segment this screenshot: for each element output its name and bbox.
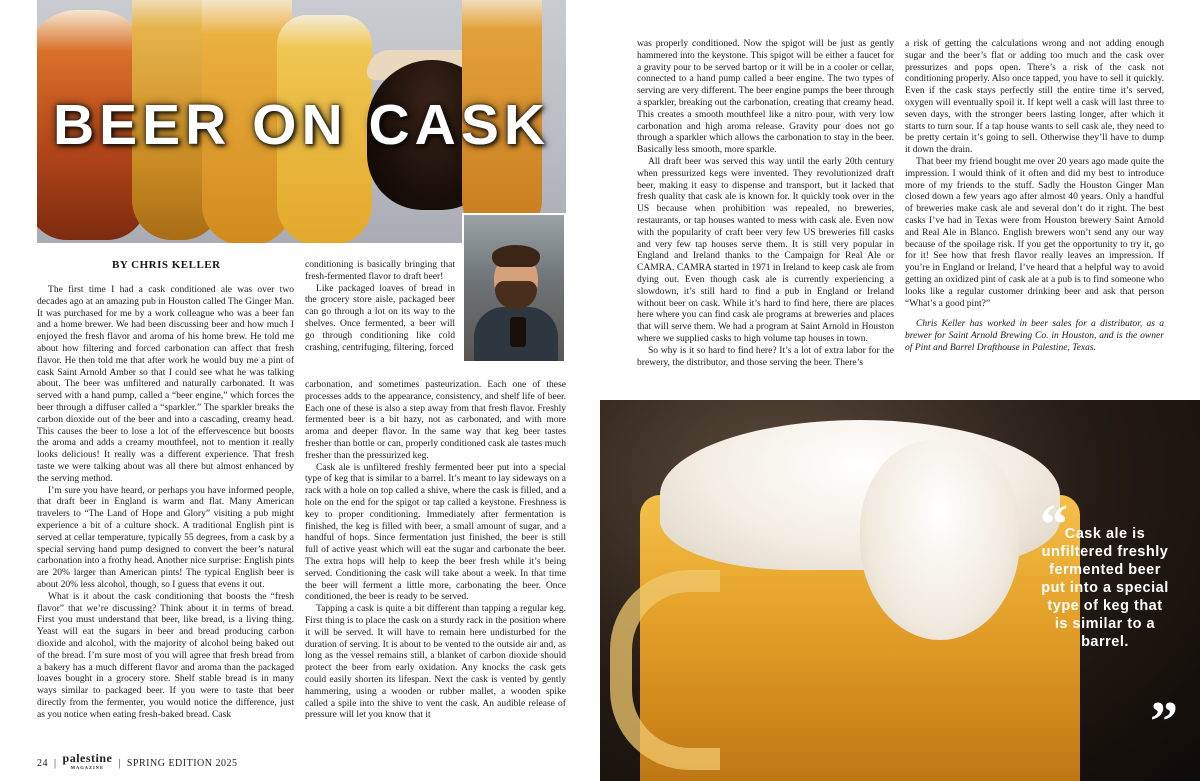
page-number: 24 [37, 757, 48, 769]
magazine-sub: MAGAZINE [70, 765, 105, 770]
article-title: BEER ON CASK [52, 93, 551, 157]
paragraph: conditioning is basically bringing that fresh-fermented flavor to draft beer! [305, 259, 455, 282]
paragraph: Like packaged loaves of bread in the grocery store aisle, packaged beer can go through a lot on its way to the shelves. Once fermented, a beer will go through conditioning like cold crashing, centrifuging, filtering, forced [305, 282, 455, 353]
paragraph: I’m sure you have heard, or perhaps you have informed people, that draft beer in England is warm and flat. Many American travelers to “The Land of Hope and Glory” visiting a pub might experience a bit of a culture shock. A traditional English pint is served at cellar temperature, typically 55 degrees, from a cask by a special serving hand pump designed to convert the beer’s natural carbonation into a frothy head. Another nice surprise: English pints are 20% larger than American pints! The typical English beer is about 20% less alcohol, though, so I guess that evens it out. [37, 484, 294, 590]
text-column-3 [637, 38, 894, 368]
paragraph: carbonation, and sometimes pasteurization. Each one of these processes adds to the appearance, consistency, and shelf life of beer. Each one of these is also a step away from that fresh flavor. Freshly fermented beer is a bit hazy, not as carbonated, and with more aroma and deeper flavor. In the same way that keg beer tastes fresher than bottle or can, properly conditioned cask ale tastes much fresher than the pressurized keg. [305, 379, 566, 461]
close-quote-icon: ” [1150, 691, 1178, 753]
paragraph: All draft beer was served this way until the early 20th century when pressurized kegs were invented. They revolutionized draft beer, making it easy to dispense and transport, but it lacked that fresh quality that cask ale is known for. It quickly took over in the US because when prohibition was repealed, no breweries, restaurants, or tap houses wanted to mess with cask ale. Even now with the popularity of craft beer very few US breweries fill casks and very few tap houses serve them. It is still very popular in England and Ireland thanks to the Campaign for Real Ale or CAMRA. CAMRA started in 1971 in Ireland to keep cask ale from dying out. Even though cask ale is currently experiencing a slowdown, it’s still hard to find a pub in England or Ireland without beer on cask. While it’s hard to find here, there are places here where you can find cask ale programs at breweries and places that will serve them. We had a program at Saint Arnold in Houston where we supplied casks to high volume tap houses in town. [637, 155, 894, 344]
magazine-name: palestine [62, 751, 113, 765]
paragraph: was properly conditioned. Now the spigot will be just as gently hammered into the keystone. This spigot will be either a faucet for a gravity pour to be served bartop or it will be in a cooler or cellar, connected to a hand pump called a beer engine. The two types of serving are very different. The beer engine pumps the beer through a sparkler, breaking out the carbonation, creating that creamy head. This creates a smooth mouthfeel like a nitro pour, with very low carbonation and high aroma release. Gravity pour does not go through a sparkler which allows the carbonation to stay in the beer. Basically less smooth, more sparkle. [637, 38, 894, 156]
edition-label: SPRING EDITION 2025 [126, 757, 238, 769]
text-column-4 [905, 38, 1164, 354]
text-column-2 [305, 379, 566, 721]
magazine-logo [62, 751, 113, 772]
paragraph: Tapping a cask is quite a bit different than tapping a regular keg. First thing is to place the cask on a sturdy rack in the position where it will be served. It will have to remain here undisturbed for the duration of serving. It is about to be vented to the outside air and, as long as the vessel remains still, a blanket of carbon dioxide should protect the beer from early oxidation. Any knocks the cask gets could easily shorten its lifespan. Next the cask is vented by gently hammering, using a wooden or rubber mallet, a wooden spike called a spile into the shive to vent the cask. An audible release of pressure will let you know that it [305, 603, 566, 721]
paragraph: What is it about the cask conditioning that boosts the “fresh flavor” that we’re discussing? Think about it in terms of bread. First you must understand that beer, like bread, is a living thing. Yeast will eat the sugars in beer and bread producing carbon dioxide and alcohol, with the majority of alcohol being baked out of the bread. I’m sure most of you will agree that fresh bread from a bakery has a much different flavor and aroma than the packaged loaves bought in a grocery store. Shelf stable bread is in many ways similar to packaged beer. If you were to taste that beer directly from the fermenter, you would notice the difference, just as you notice when eating fresh-baked bread. Cask [37, 590, 294, 720]
hero-photo-beer-glasses [37, 0, 566, 243]
paragraph: The first time I had a cask conditioned ale was over two decades ago at an amazing pub in Houston called The Ginger Man. It was purchased for me by a work colleague who was a beer fan and a home brewer. We had been discussing beer and how much I enjoyed the fresh flavor and aroma of his home brew. He told me about how filtering and forced carbonation can affect that fresh flavor. He then told me that after work he would buy me a pint of cask Saint Arnold Amber so that I could see what he was talking about. The beer was unfiltered and naturally carbonated. It was served with a hand pump, called a “beer engine,” which forces the beer through a diffuser called a “sparkler.” The sparkler breaks the carbon dioxide out of the beer and into a cascading, creamy head. This causes the beer to lose a lot of the effervescence but boosts the aroma and adds a creamy mouthfeel, not to mention it really looks delicious! It really was a different experience. That fresh taste we were talking about was all there but almost enhanced by the serving method. [37, 284, 294, 484]
paragraph: Cask ale is unfiltered freshly fermented beer put into a special type of keg that is similar to a barrel. It’s meant to lay sideways on a rack with a hole on top called a shive, where the cask is filled, and a hole on the end for the spigot or tap called a keystone. Freshness is key to proper conditioning. Immediately after fermentation is finished, the keg is filled with beer, a small amount of sugar, and a handful of hops. Since fermentation just finished, the beer is still full of active yeast which will eat the sugar and carbonate the beer. The extra hops will help to keep the beer fresh while it’s being served. Conditioning the cask will take about a week. In that time the beer will ferment a little more, carbonating the beer. Once conditioned, the beer is ready to be served. [305, 461, 566, 603]
author-bio: Chris Keller has worked in beer sales for a distributor, as a brewer for Saint Arnold Brewing Co. in Houston, and is the owner of Pint and Barrel Drafthouse in Palestine, Texas. [905, 318, 1164, 353]
byline: BY CHRIS KELLER [112, 259, 221, 271]
text-column-1 [37, 284, 294, 720]
text-column-2-top [305, 259, 455, 353]
paragraph: So why is it so hard to find here? It’s a lot of extra labor for the brewery, the distributor, and those serving the beer. There’s [637, 344, 894, 368]
page-footer [37, 751, 238, 772]
open-quote-icon: “ [1040, 494, 1068, 556]
pull-quote: Cask ale is unfiltered freshly fermented beer put into a special type of keg that is similar to a barrel. [1041, 526, 1169, 650]
footer-separator: | [54, 757, 57, 769]
footer-separator: | [118, 757, 121, 769]
paragraph: That beer my friend bought me over 20 years ago made quite the impression. I would think of it often and did my best to introduce more of my friends to the stuff. Sadly the Houston Ginger Man closed down a few years ago after almost 40 years. Only a handful of breweries make cask ale and several don’t do it right. The best casks I’ve had in Texas were from Houston brewery Saint Arnold and Real Ale in Blanco. English brewers won’t send any our way because of the spoilage risk. If you get the opportunity to try it, go for it! See how that fresh flavor really leaves an impression. If you’re in England or Ireland, I’ve heard that a helpful way to avoid getting an oxidized pint of cask ale at a pub is to find someone who looks like a regular customer drinking beer and ask that person “What’s a good pint?” [905, 155, 1164, 309]
author-portrait [462, 213, 566, 363]
paragraph: a risk of getting the calculations wrong and not adding enough sugar and the beer’s flat or adding too much and the cask over pressurizes and pops open. There’s a risk of the cask not conditioning properly. Also once tapped, you have to sell it quickly. Even if the cask stays perfectly still the entire time it’s served, oxygen will eventually spoil it. If kept well a cask will last three to seven days, with the stronger beers lasting longer, after which it starts to turn sour. If a tap house wants to sell cask ale, they need to be pretty certain it’s going to sell. Otherwise they’ll have to dump it down the drain. [905, 38, 1164, 156]
